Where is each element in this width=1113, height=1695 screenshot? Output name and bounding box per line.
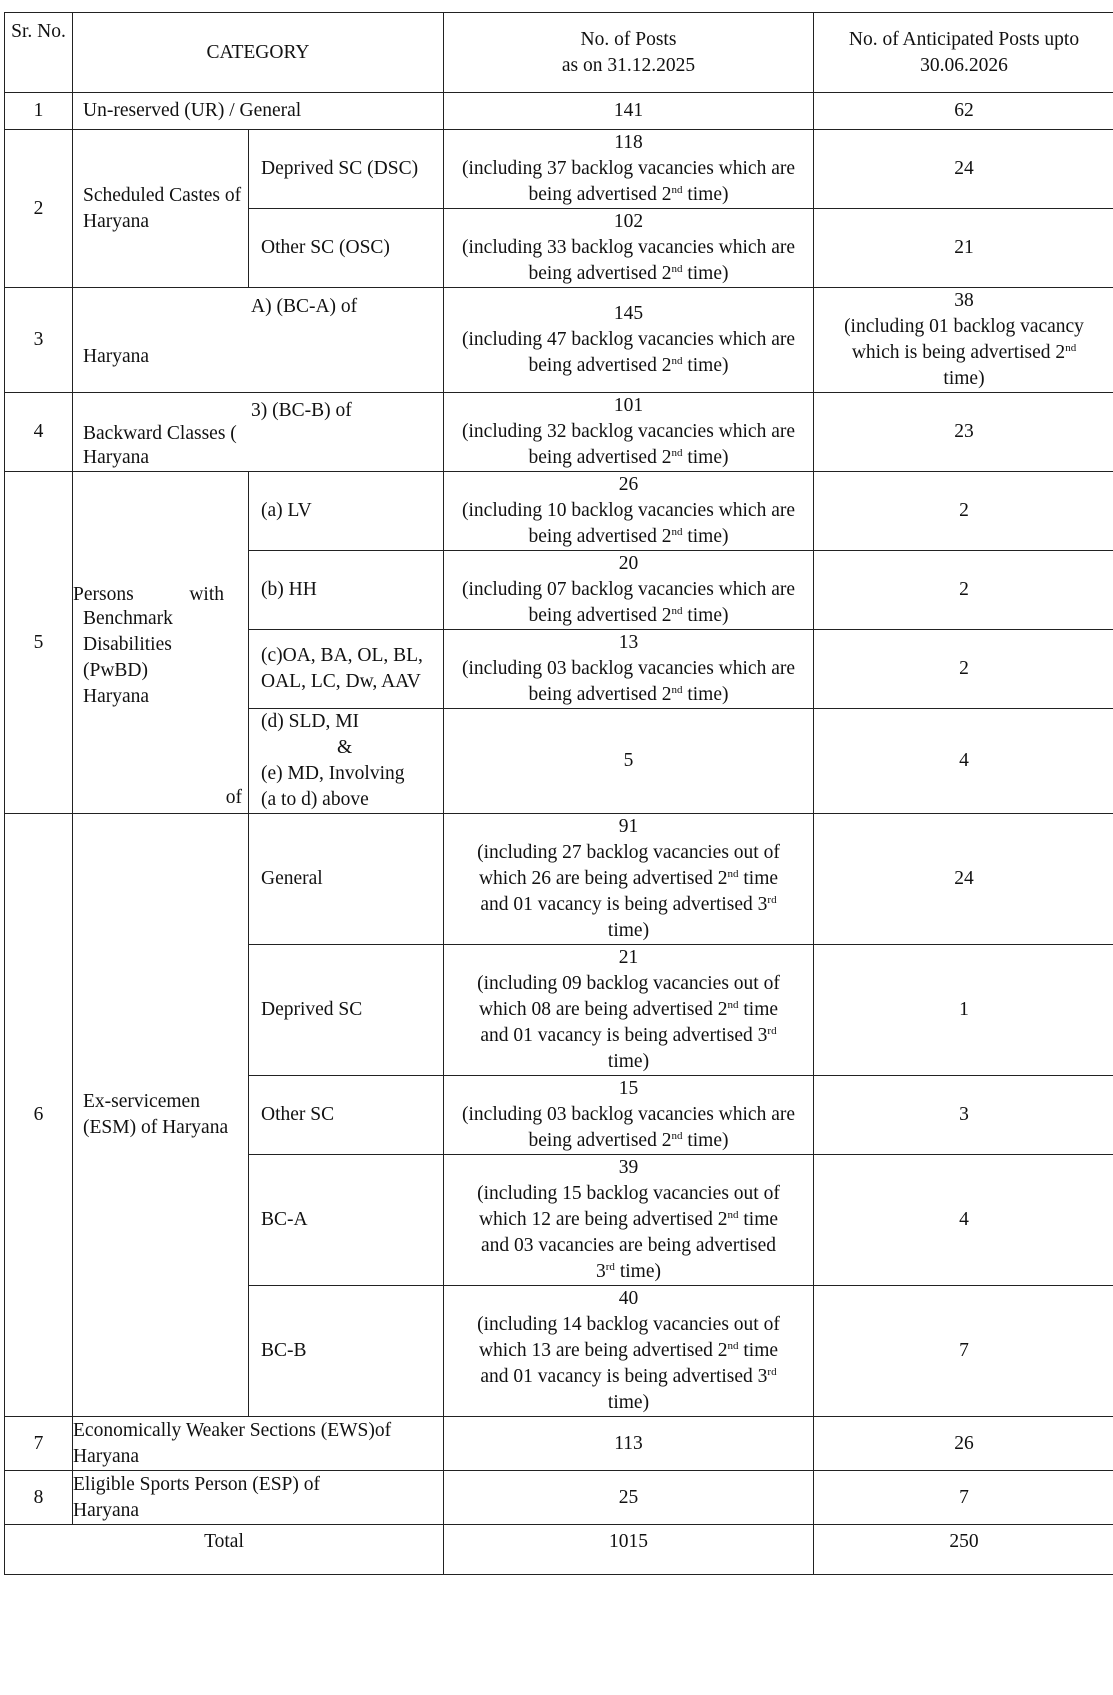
posts-count: 40 (618, 1288, 639, 1309)
table-row (5, 93, 1113, 130)
posts-note: (including 33 backlog vacancies which are (462, 237, 795, 258)
subcategory-line: (e) MD, Involving (261, 763, 405, 784)
posts-cell (444, 288, 814, 393)
category-cell: Economically Weaker Sections (EWS)of Haryana (73, 1417, 444, 1471)
anticipated-cell (814, 288, 1113, 393)
category-line: Persons with (73, 584, 224, 605)
anticipated-note: time) (943, 368, 985, 389)
total-posts: 1015 (444, 1525, 814, 1575)
subcategory-line: (d) SLD, MI (261, 711, 360, 732)
category-cell: Scheduled Castes of Haryana (73, 130, 249, 288)
posts-note: (including 10 backlog vacancies which are (462, 500, 795, 521)
posts-cell (444, 814, 814, 945)
posts-cell: 113 (444, 1417, 814, 1471)
posts-note: (including 03 backlog vacancies which are (462, 1104, 795, 1125)
anticipated-cell: 1 (814, 945, 1113, 1076)
header-posts-line1: No. of Posts (580, 28, 677, 50)
posts-note: (including 47 backlog vacancies which are (462, 329, 795, 350)
posts-count: 15 (618, 1078, 639, 1099)
anticipated-note: (including 01 backlog vacancy (844, 316, 1084, 337)
table-row (5, 1417, 1113, 1471)
header-posts (444, 13, 814, 93)
document-page (4, 12, 1113, 1575)
anticipated-cell: 2 (814, 630, 1113, 709)
subcategory-cell (249, 709, 444, 814)
posts-note: being advertised 2nd time) (528, 526, 729, 547)
category-cell: Un-reserved (UR) / General (73, 93, 444, 130)
sr-no: 7 (5, 1417, 73, 1471)
posts-note: being advertised 2nd time) (528, 263, 729, 284)
posts-note: (including 03 backlog vacancies which are (462, 658, 795, 679)
posts-note: time) (607, 1051, 650, 1072)
sr-no: 5 (5, 472, 73, 814)
posts-table (4, 12, 1113, 1575)
posts-cell (444, 1076, 814, 1155)
posts-note: being advertised 2nd time) (528, 184, 729, 205)
category-fragment: of (225, 787, 242, 808)
anticipated-cell: 4 (814, 709, 1113, 814)
table-row (5, 472, 1113, 551)
posts-cell: 141 (444, 93, 814, 130)
anticipated-cell: 7 (814, 1471, 1113, 1525)
sr-no: 6 (5, 814, 73, 1417)
category-line: Haryana (83, 447, 150, 468)
posts-note: being advertised 2nd time) (528, 355, 729, 376)
posts-cell (444, 630, 814, 709)
posts-cell (444, 551, 814, 630)
sr-no: 8 (5, 1471, 73, 1525)
anticipated-cell: 2 (814, 551, 1113, 630)
sr-no: 2 (5, 130, 73, 288)
subcategory-line: & (337, 737, 353, 758)
posts-cell (444, 209, 814, 288)
posts-note: which 26 are being advertised 2nd time (478, 868, 779, 889)
subcategory-cell: (b) HH (249, 551, 444, 630)
sr-no: 4 (5, 393, 73, 472)
posts-note: and 01 vacancy is being advertised 3rd (480, 1025, 777, 1046)
sr-no: 3 (5, 288, 73, 393)
posts-count: 145 (613, 303, 644, 324)
category-fragment: A) (BC-A) of (251, 296, 358, 317)
anticipated-cell: 23 (814, 393, 1113, 472)
total-label: Total (5, 1525, 444, 1575)
posts-count: 102 (613, 211, 644, 232)
posts-note: (including 09 backlog vacancies out of (477, 973, 780, 994)
posts-note: (including 07 backlog vacancies which are (462, 579, 795, 600)
posts-cell (444, 945, 814, 1076)
header-sr-no: Sr. No. (5, 13, 73, 93)
category-line: Backward Classes ( (83, 423, 237, 444)
header-posts-line2: as on 31.12.2025 (561, 54, 696, 76)
table-row (5, 288, 1113, 393)
posts-cell (444, 1155, 814, 1286)
posts-cell: 5 (444, 709, 814, 814)
posts-count: 21 (618, 947, 639, 968)
category-fragment: 3) (BC-B) of (251, 400, 352, 421)
category-lines: Benchmark Disabilities (PwBD) Haryana (83, 608, 173, 707)
subcategory-cell: General (249, 814, 444, 945)
posts-note: which 12 are being advertised 2nd time (478, 1209, 779, 1230)
anticipated-cell: 26 (814, 1417, 1113, 1471)
anticipated-cell: 24 (814, 130, 1113, 209)
posts-note: which 13 are being advertised 2nd time (478, 1340, 779, 1361)
posts-note: being advertised 2nd time) (528, 684, 729, 705)
subcategory-cell: Other SC (OSC) (249, 209, 444, 288)
subcategory-cell: BC-B (249, 1286, 444, 1417)
anticipated-cell: 24 (814, 814, 1113, 945)
anticipated-count: 38 (954, 290, 974, 311)
anticipated-cell: 2 (814, 472, 1113, 551)
anticipated-cell: 62 (814, 93, 1113, 130)
subcategory-cell: Deprived SC (249, 945, 444, 1076)
posts-note: being advertised 2nd time) (528, 1130, 729, 1151)
posts-cell: 25 (444, 1471, 814, 1525)
posts-cell (444, 393, 814, 472)
posts-note: (including 15 backlog vacancies out of (477, 1183, 780, 1204)
posts-note: time) (607, 920, 650, 941)
posts-note: which 08 are being advertised 2nd time (478, 999, 779, 1020)
category-cell (73, 288, 444, 393)
posts-cell (444, 1286, 814, 1417)
subcategory-cell: (c)OA, BA, OL, BL, OAL, LC, Dw, AAV (249, 630, 444, 709)
category-cell: Ex-servicemen (ESM) of Haryana (73, 814, 249, 1417)
posts-count: 39 (618, 1157, 639, 1178)
category-cell (73, 393, 444, 472)
sr-no: 1 (5, 93, 73, 130)
posts-count: 20 (618, 553, 639, 574)
posts-note: being advertised 2nd time) (528, 605, 729, 626)
category-line: Haryana (83, 346, 150, 367)
posts-note: and 01 vacancy is being advertised 3rd (480, 894, 777, 915)
posts-note: time) (607, 1392, 650, 1413)
posts-note: being advertised 2nd time) (528, 447, 729, 468)
subcategory-cell: Deprived SC (DSC) (249, 130, 444, 209)
subcategory-cell: Other SC (249, 1076, 444, 1155)
table-row (5, 393, 1113, 472)
category-cell (73, 472, 249, 814)
header-category: CATEGORY (73, 13, 444, 93)
posts-note: (including 37 backlog vacancies which are (462, 158, 795, 179)
posts-cell (444, 130, 814, 209)
table-row (5, 814, 1113, 945)
anticipated-note: which is being advertised 2nd (851, 342, 1077, 363)
anticipated-cell: 4 (814, 1155, 1113, 1286)
posts-count: 118 (614, 132, 643, 153)
posts-note: (including 14 backlog vacancies out of (477, 1314, 780, 1335)
posts-note: 3rd time) (596, 1261, 661, 1282)
header-row (5, 13, 1113, 93)
category-cell: Eligible Sports Person (ESP) of Haryana (73, 1471, 444, 1525)
anticipated-cell: 21 (814, 209, 1113, 288)
subcategory-line: (a to d) above (261, 789, 369, 810)
subcategory-cell: (a) LV (249, 472, 444, 551)
posts-count: 101 (613, 395, 644, 416)
subcategory-cell: BC-A (249, 1155, 444, 1286)
posts-note: (including 32 backlog vacancies which are (462, 421, 795, 442)
table-row (5, 1471, 1113, 1525)
posts-count: 91 (618, 816, 639, 837)
posts-count: 26 (618, 474, 639, 495)
anticipated-cell: 7 (814, 1286, 1113, 1417)
total-anticipated: 250 (814, 1525, 1113, 1575)
posts-note: and 01 vacancy is being advertised 3rd (480, 1366, 777, 1387)
posts-note: (including 27 backlog vacancies out of (477, 842, 780, 863)
posts-count: 13 (618, 632, 639, 653)
posts-note: and 03 vacancies are being advertised (480, 1235, 777, 1256)
anticipated-cell: 3 (814, 1076, 1113, 1155)
posts-cell (444, 472, 814, 551)
table-row (5, 130, 1113, 209)
total-row (5, 1525, 1113, 1575)
header-anticipated: No. of Anticipated Posts upto 30.06.2026 (814, 13, 1113, 93)
